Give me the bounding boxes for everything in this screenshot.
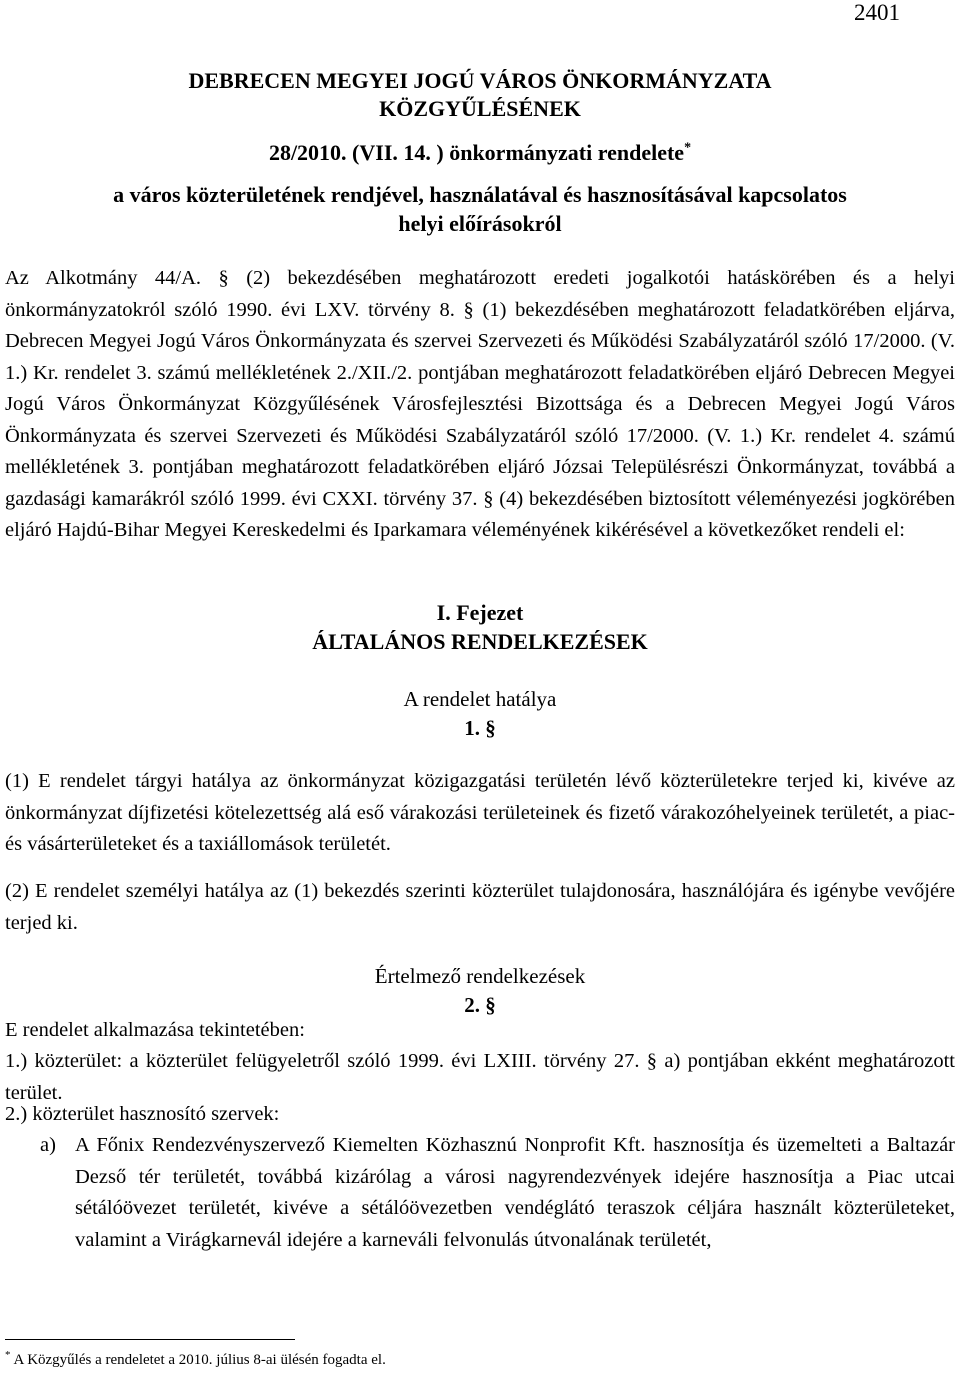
section-1-para-1-text: (1) E rendelet tárgyi hatálya az önkormányzat közigazgatási területén lévő közterületekre terjed ki, kivéve az önkormányzat díjfizetési kötelezettség alá eső várakozási területeinek és fizető várakozóhelyeinek területét, a piac- és vásárterületeket és a taxiállomások területét. bbox=[5, 770, 955, 855]
section-2-intro bbox=[5, 1015, 955, 1047]
section-2-item-2 bbox=[5, 1099, 955, 1131]
decree-number-text: 28/2010. (VII. 14. ) önkormányzati rendelete bbox=[268, 140, 685, 165]
subtitle-line-1: a város közterületének rendjével, használatával és hasznosításával kapcsolatos bbox=[113, 182, 847, 207]
footnote-marker-ref: * bbox=[5, 1349, 11, 1361]
subitem-a-text: A Főnix Rendezvényszervező Kiemelten Közhasznú Nonprofit Kft. hasznosítja és üzemelteti a Baltazár Dezső tér területét, továbbá kizárólag a városi nagyrendezvények idejére hasznosítja a Piac utcai sétálóövezet területét, kivéve a sétálóövezetben vendéglátó teraszok céljára használt közterületeket, valamint a Virágkarnevál idejére a karneváli felvonulás útvonalának területét, bbox=[75, 1134, 955, 1251]
title-line-1: DEBRECEN MEGYEI JOGÚ VÁROS ÖNKORMÁNYZATA bbox=[188, 68, 772, 93]
section-2-intro-text: E rendelet alkalmazása tekintetében: bbox=[5, 1019, 305, 1041]
section-1-number: 1. § bbox=[464, 716, 496, 740]
section-2-item-2-text: 2.) közterület hasznosító szervek: bbox=[5, 1103, 280, 1125]
section-1-para-1 bbox=[5, 766, 955, 861]
section-1-heading: A rendelet hatálya bbox=[403, 687, 557, 711]
subtitle-line-2: helyi előírásokról bbox=[398, 211, 562, 236]
decree-number bbox=[0, 138, 960, 168]
section-2-item-1-text: 1.) közterület: a közterület felügyeletről szóló 1999. évi LXIII. törvény 27. § a) pontjában ekként meghatározott terület. bbox=[5, 1050, 955, 1104]
section-2-subitem-a bbox=[5, 1130, 955, 1256]
footnote-marker[interactable]: * bbox=[684, 140, 692, 156]
chapter-number: I. Fejezet bbox=[436, 600, 524, 625]
section-2-number: 2. § bbox=[464, 993, 496, 1017]
section-1-para-2-text: (2) E rendelet személyi hatálya az (1) bekezdés szerinti közterület tulajdonosára, használójára és igénybe vevőjére terjed ki. bbox=[5, 880, 955, 934]
preamble-text: Az Alkotmány 44/A. § (2) bekezdésében meghatározott eredeti jogalkotói hatáskörében és a helyi önkormányzatokról szóló 1990. évi LXV. törvény 8. § (1) bekezdésében meghatározott feladatkörében eljárva, Debrecen Megyei Jogú Város Önkormányzata és szervei Szervezeti és Működési Szabályzatáról szóló 17/2000. (V. 1.) Kr. rendelet 3. számú mellékletének 2./XII./2. pontjában meghatározott feladatkörében eljáró Debrecen Megyei Jogú Város Önkormányzat Közgyűlésének Városfejlesztési Bizottsága és a Debrecen Megyei Jogú Város Önkormányzata és szervei Szervezeti és Működési Szabályzatáról szóló 17/2000. (V. 1.) Kr. rendelet 4. számú mellékletének 3. pontjában meghatározott feladatkörében eljáró Józsai Településrészi Önkormányzat, továbbá a gazdasági kamarákról szóló 1999. évi CXXI. törvény 37. § (4) bekezdésében biztosított véleményezési jogkörében eljáró Hajdú-Bihar Megyei Kereskedelmi és Iparkamara véleményének kikérésével a következőket rendeli el: bbox=[5, 267, 955, 541]
subitem-a-marker: a) bbox=[40, 1134, 56, 1156]
footnote-text: A Közgyűlés a rendeletet a 2010. július 8-ai ülésén fogadta el. bbox=[13, 1352, 386, 1368]
footnote bbox=[5, 1350, 386, 1370]
footnote-divider bbox=[5, 1339, 295, 1340]
section-2-heading: Értelmező rendelkezések bbox=[374, 964, 586, 988]
chapter-title: ÁLTALÁNOS RENDELKEZÉSEK bbox=[312, 629, 648, 654]
title-line-2: KÖZGYŰLÉSÉNEK bbox=[379, 96, 581, 121]
preamble bbox=[5, 263, 955, 547]
page-number: 2401 bbox=[854, 0, 900, 25]
section-1-para-2 bbox=[5, 876, 955, 939]
